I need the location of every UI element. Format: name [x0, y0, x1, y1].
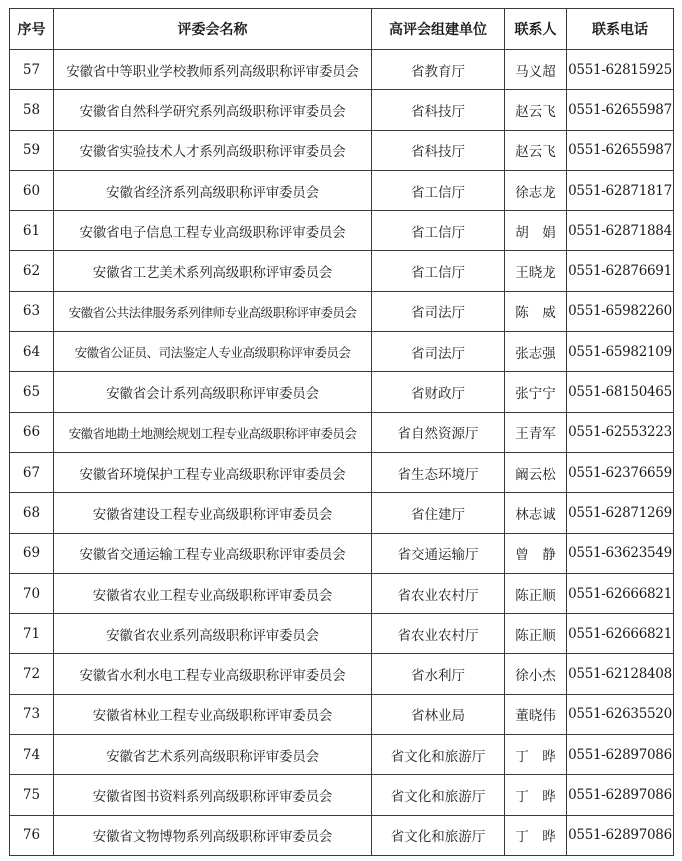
- row-index: 69: [10, 533, 54, 573]
- row-index: 75: [10, 775, 54, 815]
- table-row: [10, 614, 674, 654]
- organizer-unit: 省文化和旅游厅: [372, 775, 505, 815]
- organizer-unit: 省工信厅: [372, 251, 505, 291]
- table-row: [10, 452, 674, 492]
- header-contact: 联系人: [505, 9, 567, 50]
- row-index: 73: [10, 694, 54, 734]
- committee-name: 安徽省实验技术人才系列高级职称评审委员会: [54, 130, 372, 170]
- committee-name: 安徽省工艺美术系列高级职称评审委员会: [54, 251, 372, 291]
- organizer-unit: 省文化和旅游厅: [372, 815, 505, 855]
- organizer-unit: 省住建厅: [372, 493, 505, 533]
- table-row: [10, 90, 674, 130]
- contact-person: 丁 晔: [505, 735, 567, 775]
- contact-person: 丁 晔: [505, 775, 567, 815]
- table-row: [10, 735, 674, 775]
- row-index: 76: [10, 815, 54, 855]
- committee-name: 安徽省交通运输工程专业高级职称评审委员会: [54, 533, 372, 573]
- contact-phone: 0551-62871817: [567, 170, 674, 210]
- contact-phone: 0551-62897086: [567, 735, 674, 775]
- committee-name: 安徽省农业系列高级职称评审委员会: [54, 614, 372, 654]
- contact-phone: 0551-62635520: [567, 694, 674, 734]
- organizer-unit: 省水利厅: [372, 654, 505, 694]
- organizer-unit: 省自然资源厅: [372, 412, 505, 452]
- committee-name: 安徽省公证员、司法鉴定人专业高级职称评审委员会: [54, 332, 372, 372]
- contact-phone: 0551-62655987: [567, 90, 674, 130]
- committee-name: 安徽省图书资料系列高级职称评审委员会: [54, 775, 372, 815]
- organizer-unit: 省农业农村厅: [372, 573, 505, 613]
- contact-phone: 0551-62666821: [567, 573, 674, 613]
- organizer-unit: 省财政厅: [372, 372, 505, 412]
- organizer-unit: 省工信厅: [372, 211, 505, 251]
- contact-person: 徐小杰: [505, 654, 567, 694]
- contact-person: 丁 晔: [505, 815, 567, 855]
- table-row: [10, 694, 674, 734]
- table-row: [10, 412, 674, 452]
- contact-phone: 0551-62871269: [567, 493, 674, 533]
- committee-name: 安徽省艺术系列高级职称评审委员会: [54, 735, 372, 775]
- contact-person: 胡 娟: [505, 211, 567, 251]
- committee-name: 安徽省环境保护工程专业高级职称评审委员会: [54, 452, 372, 492]
- row-index: 67: [10, 452, 54, 492]
- table-row: [10, 493, 674, 533]
- organizer-unit: 省司法厅: [372, 332, 505, 372]
- committee-name: 安徽省经济系列高级职称评审委员会: [54, 170, 372, 210]
- table-header: [10, 9, 674, 50]
- contact-phone: 0551-65982260: [567, 291, 674, 331]
- table-row: [10, 251, 674, 291]
- contact-phone: 0551-68150465: [567, 372, 674, 412]
- committee-name: 安徽省电子信息工程专业高级职称评审委员会: [54, 211, 372, 251]
- contact-phone: 0551-62815925: [567, 50, 674, 90]
- contact-phone: 0551-62553223: [567, 412, 674, 452]
- contact-person: 陈 威: [505, 291, 567, 331]
- contact-person: 赵云飞: [505, 130, 567, 170]
- contact-person: 马义超: [505, 50, 567, 90]
- organizer-unit: 省生态环境厅: [372, 452, 505, 492]
- committee-name: 安徽省农业工程专业高级职称评审委员会: [54, 573, 372, 613]
- contact-person: 林志诚: [505, 493, 567, 533]
- committee-name: 安徽省会计系列高级职称评审委员会: [54, 372, 372, 412]
- contact-person: 曾 静: [505, 533, 567, 573]
- row-index: 58: [10, 90, 54, 130]
- committee-name: 安徽省中等职业学校教师系列高级职称评审委员会: [54, 50, 372, 90]
- table-row: [10, 654, 674, 694]
- contact-person: 赵云飞: [505, 90, 567, 130]
- table-row: [10, 775, 674, 815]
- table-row: [10, 332, 674, 372]
- contact-person: 张宁宁: [505, 372, 567, 412]
- contact-person: 董晓伟: [505, 694, 567, 734]
- table-row: [10, 372, 674, 412]
- contact-person: 陈正顺: [505, 573, 567, 613]
- contact-phone: 0551-65982109: [567, 332, 674, 372]
- row-index: 65: [10, 372, 54, 412]
- committee-name: 安徽省林业工程专业高级职称评审委员会: [54, 694, 372, 734]
- organizer-unit: 省科技厅: [372, 90, 505, 130]
- contact-phone: 0551-62376659: [567, 452, 674, 492]
- table-row: [10, 291, 674, 331]
- organizer-unit: 省交通运输厅: [372, 533, 505, 573]
- row-index: 63: [10, 291, 54, 331]
- header-index: 序号: [10, 9, 54, 50]
- contact-person: 阚云松: [505, 452, 567, 492]
- organizer-unit: 省农业农村厅: [372, 614, 505, 654]
- committee-name: 安徽省地勘土地测绘规划工程专业高级职称评审委员会: [54, 412, 372, 452]
- organizer-unit: 省司法厅: [372, 291, 505, 331]
- contact-phone: 0551-62876691: [567, 251, 674, 291]
- row-index: 57: [10, 50, 54, 90]
- row-index: 74: [10, 735, 54, 775]
- row-index: 71: [10, 614, 54, 654]
- committee-name: 安徽省自然科学研究系列高级职称评审委员会: [54, 90, 372, 130]
- contact-person: 王晓龙: [505, 251, 567, 291]
- contact-phone: 0551-62871884: [567, 211, 674, 251]
- committee-roster-table: [9, 8, 674, 856]
- committee-name: 安徽省水利水电工程专业高级职称评审委员会: [54, 654, 372, 694]
- contact-person: 徐志龙: [505, 170, 567, 210]
- organizer-unit: 省文化和旅游厅: [372, 735, 505, 775]
- contact-person: 张志强: [505, 332, 567, 372]
- contact-person: 王青军: [505, 412, 567, 452]
- row-index: 72: [10, 654, 54, 694]
- table-row: [10, 573, 674, 613]
- header-phone: 联系电话: [567, 9, 674, 50]
- header-committee-name: 评委会名称: [54, 9, 372, 50]
- row-index: 70: [10, 573, 54, 613]
- organizer-unit: 省工信厅: [372, 170, 505, 210]
- table-row: [10, 815, 674, 855]
- header-row: [10, 9, 674, 50]
- organizer-unit: 省林业局: [372, 694, 505, 734]
- row-index: 66: [10, 412, 54, 452]
- contact-phone: 0551-62897086: [567, 775, 674, 815]
- row-index: 61: [10, 211, 54, 251]
- row-index: 68: [10, 493, 54, 533]
- contact-phone: 0551-62128408: [567, 654, 674, 694]
- table-row: [10, 130, 674, 170]
- table-row: [10, 50, 674, 90]
- committee-name: 安徽省公共法律服务系列律师专业高级职称评审委员会: [54, 291, 372, 331]
- contact-phone: 0551-62897086: [567, 815, 674, 855]
- contact-phone: 0551-62655987: [567, 130, 674, 170]
- contact-person: 陈正顺: [505, 614, 567, 654]
- organizer-unit: 省教育厅: [372, 50, 505, 90]
- committee-name: 安徽省文物博物系列高级职称评审委员会: [54, 815, 372, 855]
- header-organizer: 高评会组建单位: [372, 9, 505, 50]
- table-body: [10, 50, 674, 856]
- row-index: 64: [10, 332, 54, 372]
- contact-phone: 0551-63623549: [567, 533, 674, 573]
- table-row: [10, 533, 674, 573]
- table-row: [10, 170, 674, 210]
- row-index: 59: [10, 130, 54, 170]
- row-index: 60: [10, 170, 54, 210]
- row-index: 62: [10, 251, 54, 291]
- organizer-unit: 省科技厅: [372, 130, 505, 170]
- contact-phone: 0551-62666821: [567, 614, 674, 654]
- table-row: [10, 211, 674, 251]
- committee-name: 安徽省建设工程专业高级职称评审委员会: [54, 493, 372, 533]
